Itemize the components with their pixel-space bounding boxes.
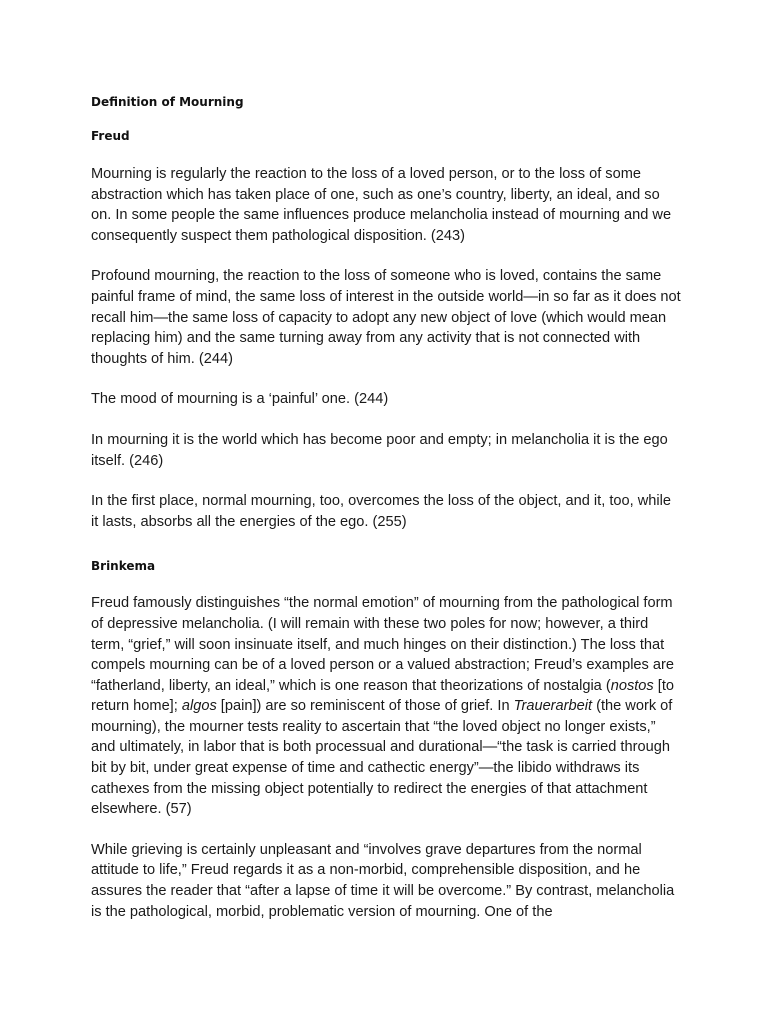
freud-quote-255: In the first place, normal mourning, too, overcomes the loss of the object, and it, too, while it lasts, absorbs all the energies of the ego. (255) xyxy=(91,493,671,530)
term-trauerarbeit: Trauerarbeit xyxy=(513,698,593,715)
term-nostos: nostos xyxy=(610,677,654,694)
freud-quote-243: Mourning is regularly the reaction to the loss of a loved person, or to the loss of some abstraction which has taken place of one, such as one’s country, liberty, an ideal, and so on. In some people the same influences produce melancholia instead of mourning and we consequently suspect them pathological disposition. (243) xyxy=(91,166,672,244)
term-algos: algos xyxy=(181,698,217,715)
document-title: Definition of Mourning xyxy=(91,95,244,109)
brinkema-text-c: [pain]) are so reminiscent of those of grief. In xyxy=(216,698,514,715)
brinkema-paragraph-57 xyxy=(91,593,681,820)
brinkema-text-b: [to return home]; xyxy=(91,677,674,715)
section-heading-freud: Freud xyxy=(91,129,130,143)
freud-quote-246: In mourning it is the world which has become poor and empty; in melancholia it is the ego itself. (246) xyxy=(91,431,668,469)
freud-quote-244-mood: The mood of mourning is a ‘painful’ one. (244) xyxy=(91,391,389,408)
brinkema-text-a: Freud famously distinguishes “the normal emotion” of mourning from the pathological form of depressive melancholia. (I will remain with these two poles for now; however, a third term, “grief,” will soon insinuate itself, and much hinges on their distinction.) The loss that compels mourning can be of a loved person or a valued abstraction; Freud’s examples are “fatherland, liberty, an ideal,” which is one reason that theorizations of nostalgia ( xyxy=(91,595,674,694)
section-heading-brinkema: Brinkema xyxy=(91,559,156,574)
document-page xyxy=(91,94,681,922)
brinkema-text-d: (the work of mourning), the mourner tests reality to ascertain that “the loved object no longer exists,” and ultimately, in labor that is both processual and durational—“the task is carried through bit by bit, under great expense of time and cathectic energy”—the libido withdraws its cathexes from the missing object potentially to redirect the energies of that attachment elsewhere. (57) xyxy=(91,698,673,818)
brinkema-paragraph-grieving: While grieving is certainly unpleasant and “involves grave departures from the normal attitude to life,” Freud regards it as a non-morbid, comprehensible disposition, and he assures the reader that “after a lapse of time it will be overcome.” By contrast, melancholia is the pathological, morbid, problematic version of mourning. One of the xyxy=(91,841,675,920)
freud-quote-244-profound: Profound mourning, the reaction to the loss of someone who is loved, contains the same painful frame of mind, the same loss of interest in the outside world—in so far as it does not recall him—the same loss of capacity to adopt any new object of love (which would mean replacing him) and the same turning away from any activity that is not connected with thoughts of him. (244) xyxy=(91,268,681,367)
